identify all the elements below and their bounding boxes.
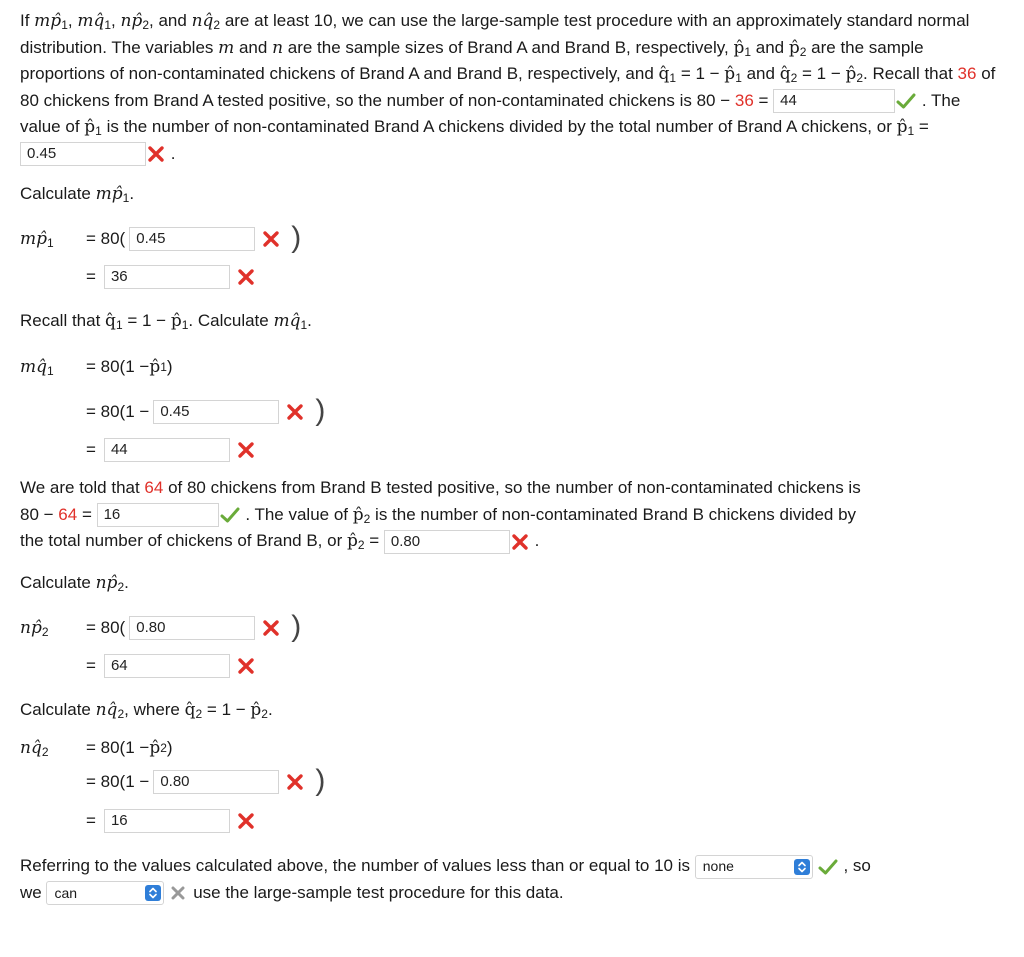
mp1-line1: $mp̂_1$ = 80( 0.45 ) xyxy=(20,221,302,254)
updown-chevron-icon xyxy=(145,885,161,901)
mp1-result-input[interactable]: 36 xyxy=(104,265,230,289)
heading-calc-mq1: Recall that $q̂_1 = 1$ − $p̂_1$. Calculate $mq̂_1$. xyxy=(20,311,312,332)
updown-chevron-icon xyxy=(794,859,810,875)
check-icon xyxy=(895,91,917,111)
intro-paragraph: If $mp̂_1$, $mq̂_1$, $np̂_2$, and $nq̂_2$ are at least 10, we can use the large-sample test procedure with an approximately standard normal distribution. The variables m and n are the sample sizes of Brand A and Brand B, respectively, $p̂_1$ and $p̂_2$ are the sample proportions of non-contaminated chickens of Brand A and Brand B, respectively, and $q̂_1 = 1$ − $p̂_1$ and $q̂_2 = 1$ − $p̂_2$. Recall that 36 of 80 chickens from Brand A tested positive, so the number of non-contaminated chickens is 80 − 36 = 44 . The value of $p̂_1$ is the number of non-contaminated Brand A chickens divided by the total number of Brand A chickens, or $p̂_1 = 0.45$ . xyxy=(20,8,1004,167)
np2-line2: = 64 xyxy=(20,651,256,681)
noncontam-b-input[interactable]: 16 xyxy=(97,503,219,527)
heading-calc-nq2: Calculate $nq̂_2$, where $q̂_2 = 1$ − $p̂_2$. xyxy=(20,700,273,721)
count-select[interactable]: none xyxy=(695,855,813,879)
conclusion-paragraph: Referring to the values calculated above, the number of values less than or equal to 10 is none , so we can use the large-sample test procedure for this data. xyxy=(20,853,1010,906)
positive-a-count: 36 xyxy=(957,64,977,83)
mq1-line1: = 80(1 − 0.45 ) xyxy=(86,394,326,427)
mq1-result-input[interactable]: 44 xyxy=(104,438,230,462)
x-icon xyxy=(285,402,305,422)
mq1-p-input[interactable]: 0.45 xyxy=(153,400,279,424)
heading-calc-np2: Calculate $np̂_2$. xyxy=(20,573,129,594)
x-icon xyxy=(236,656,256,676)
nq2-line1: = 80(1 − 0.80 ) xyxy=(86,764,326,797)
mq1-line2: = 44 xyxy=(20,435,256,465)
np2-result-input[interactable]: 64 xyxy=(104,654,230,678)
x-icon xyxy=(236,267,256,287)
p2-input[interactable]: 0.80 xyxy=(384,530,510,554)
mp1-line2: = 36 xyxy=(20,262,256,292)
brand-b-paragraph: We are told that 64 of 80 chickens from Brand B tested positive, so the number of non-contaminated chickens is 80 − 64 = 16 . The value of $p̂_2$ is the number of non-contaminated Brand B chickens divided by the total number of chickens of Brand B, or $p̂_2 = 0.80$ . xyxy=(20,478,861,552)
positive-b-count: 64 xyxy=(144,478,164,497)
x-icon xyxy=(510,532,530,552)
can-cannot-select[interactable]: can xyxy=(46,881,164,905)
nq2-line2: = 16 xyxy=(20,806,256,836)
check-icon xyxy=(219,505,241,525)
mp1-p-input[interactable]: 0.45 xyxy=(129,227,255,251)
nq2-line0: $nq̂_2$ = 80(1 − p̂ 2 ) xyxy=(20,738,173,759)
check-icon xyxy=(817,857,839,877)
x-icon xyxy=(261,229,281,249)
x-icon xyxy=(236,811,256,831)
x-icon xyxy=(236,440,256,460)
mq1-line0: $mq̂_1$ = 80(1 − p̂ 1 ) xyxy=(20,357,173,378)
np2-line1: $np̂_2$ = 80( 0.80 ) xyxy=(20,610,302,643)
p1-input[interactable]: 0.45 xyxy=(20,142,146,166)
np2-p-input[interactable]: 0.80 xyxy=(129,616,255,640)
nq2-result-input[interactable]: 16 xyxy=(104,809,230,833)
nq2-p-input[interactable]: 0.80 xyxy=(153,770,279,794)
x-icon xyxy=(285,772,305,792)
x-icon xyxy=(146,144,166,164)
noncontam-a-input[interactable]: 44 xyxy=(773,89,895,113)
x-gray-icon xyxy=(168,883,188,903)
heading-calc-mp1: Calculate $mp̂_1$. xyxy=(20,184,135,205)
x-icon xyxy=(261,618,281,638)
